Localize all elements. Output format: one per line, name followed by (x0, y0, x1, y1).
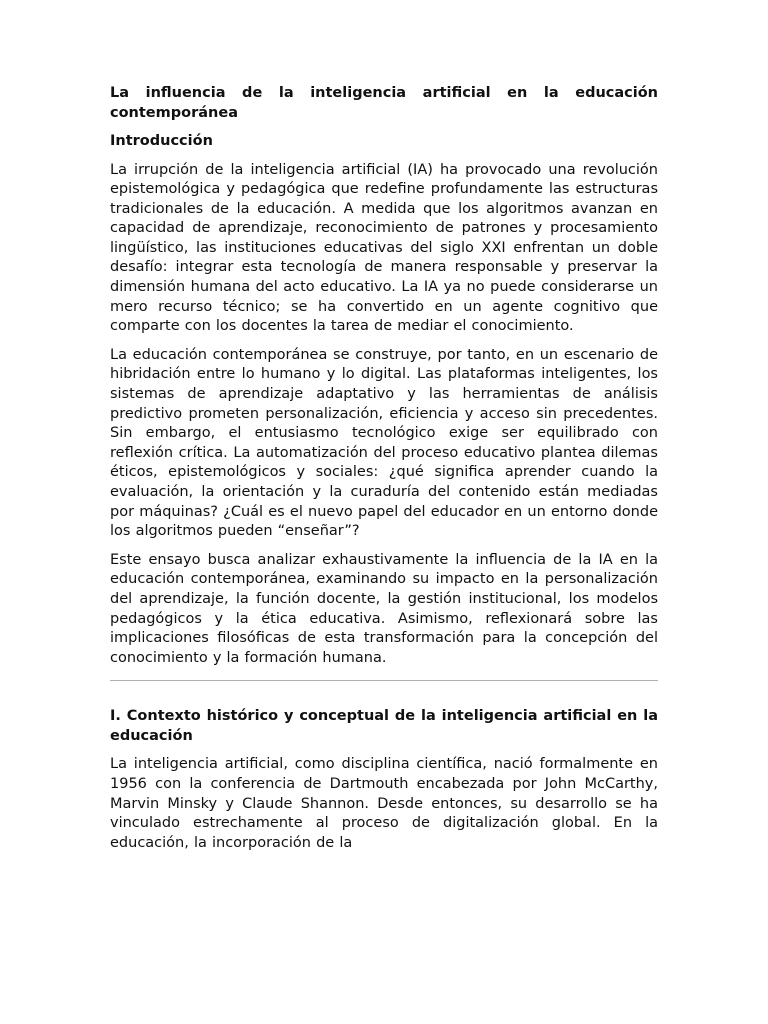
document-page (110, 84, 658, 862)
section-1-paragraph-1: La inteligencia artificial, como disciplina científica, nació formalmente en 1956 con la conferencia de Dartmouth encabezada por John McCarthy, Marvin Minsky y Claude Shannon. Desde entonces, su desarrollo se ha vinculado estrechamente al proceso de digitalización global. En la educación, la incorporación de la (110, 756, 658, 851)
section-1-heading: I. Contexto histórico y conceptual de la inteligencia artificial en la educación (110, 708, 658, 744)
document-title: La influencia de la inteligencia artificial en la educación contemporánea (110, 85, 658, 121)
intro-paragraph-3: Este ensayo busca analizar exhaustivamente la influencia de la IA en la educación contemporánea, examinando su impacto en la personalización del aprendizaje, la función docente, la gestión institucional, los modelos pedagógicos y la ética educativa. Asimismo, reflexionará sobre las implicaciones filosóficas de esta transformación para la concepción del conocimiento y la formación humana. (110, 551, 658, 666)
intro-paragraph-1: La irrupción de la inteligencia artificial (IA) ha provocado una revolución epistemológica y pedagógica que redefine profundamente las estructuras tradicionales de la educación. A medida que los algoritmos avanzan en capacidad de aprendizaje, reconocimiento de patrones y procesamiento lingüístico, las instituciones educativas del siglo XXI enfrentan un doble desafío: integrar esta tecnología de manera responsable y preservar la dimensión humana del acto educativo. La IA ya no puede considerarse un mero recurso técnico; se ha convertido en un agente cognitivo que comparte con los docentes la tarea de mediar el conocimiento. (110, 161, 658, 335)
intro-paragraph-2: La educación contemporánea se construye, por tanto, en un escenario de hibridación entre lo humano y lo digital. Las plataformas inteligentes, los sistemas de aprendizaje adaptativo y las herramientas de análisis predictivo prometen personalización, eficiencia y acceso sin precedentes. Sin embargo, el entusiasmo tecnológico exige ser equilibrado con reflexión crítica. La automatización del proceso educativo plantea dilemas éticos, epistemológicos y sociales: ¿qué significa aprender cuando la evaluación, la orientación y la curaduría del contenido están mediadas por máquinas? ¿Cuál es el nuevo papel del educador en un entorno donde los algoritmos pueden “enseñar”? (110, 346, 658, 540)
intro-heading: Introducción (110, 133, 213, 149)
section-divider (110, 680, 658, 681)
